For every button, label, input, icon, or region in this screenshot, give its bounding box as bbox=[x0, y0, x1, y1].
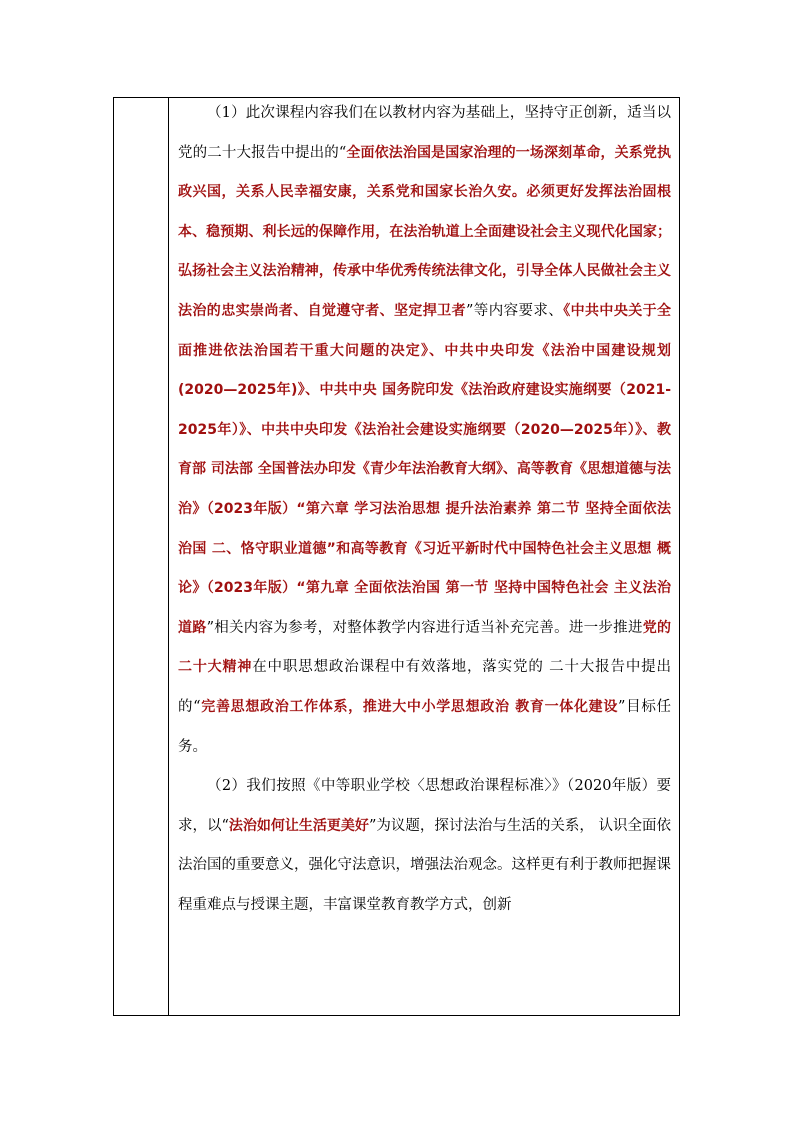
p2-text-2: ”为议题，探讨法治与生活的关系， 认识全面依法治国的重要意义，强化守法意识，增强法治观念。这样更有利于教师把握课程重难点与授课主题，丰富课堂教育教学方式，创新 bbox=[178, 817, 671, 913]
p1-text-4: 在中职思想政治课程中有效落地，落实党的 二十大报告中提出的“ bbox=[178, 659, 671, 715]
column-divider bbox=[168, 98, 169, 1015]
p1-emphasis-1: 全面依法治国是国家治理的一场深刻革命，关系党执政兴国，关系人民幸福安康，关系党和国家长治久安。必须更好发挥法治固根本、稳预期、利长远的保障作用，在法治轨道上全面建设社会主义现代化国家；弘扬社会主义法治精神，传承中华优秀传统法律文化，引导全体人民做社会主义法治的忠实崇尚者、自觉遵守者、坚定捍卫者 bbox=[178, 144, 671, 319]
content-cell bbox=[170, 98, 679, 1015]
p1-text-1: （1）此次课程内容我们在以教材内容为基础上，坚持守正创新，适当以党的二十大报告中提出的“ bbox=[178, 105, 671, 161]
content-table bbox=[113, 97, 680, 1016]
p1-text-5: ”目标任务。 bbox=[178, 698, 671, 755]
p1-text-2: ”等内容要求、 bbox=[466, 302, 564, 319]
paragraph-2 bbox=[178, 767, 671, 925]
p2-text-1: （2）我们按照《中等职业学校〈思想政治课程标准〉》（2020年版）要求，以“ bbox=[178, 778, 671, 834]
p1-emphasis-4: 完善思想政治工作体系，推进大中小学思想政治 教育一体化建设 bbox=[200, 698, 619, 715]
p2-emphasis-1: 法治如何让生活更美好 bbox=[228, 817, 369, 834]
p1-text-3: ”相关内容为参考，对整体教学内容进行适当补充完善。进一步推进 bbox=[206, 619, 643, 636]
paragraph-1 bbox=[178, 98, 671, 767]
p1-emphasis-2: 《中共中央关于全面推进依法治国若干重大问题的决定》、中共中央印发《法治中国建设规划(2020—2025年)》、中共中央 国务院印发《法治政府建设实施纲要（2021-2025年）》、中共中央印发《法治社会建设实施纲要（2020—2025年）》、教育部 司法部 全国普法办印发《青少年法治教育大纲》、高等教育《思想道德与法治》（2023年版）“第六章 学习法治思想 提升法治素养 第二节 坚持全面依法治国 二、恪守职业道德”和高等教育《习近平新时代中国特色社会主义思想 概论》（2023年版）“第九章 全面依法治国 第一节 坚持中国特色社会 主义法治道路 bbox=[178, 302, 672, 636]
p1-emphasis-3: 党的二十大精神 bbox=[178, 619, 672, 676]
